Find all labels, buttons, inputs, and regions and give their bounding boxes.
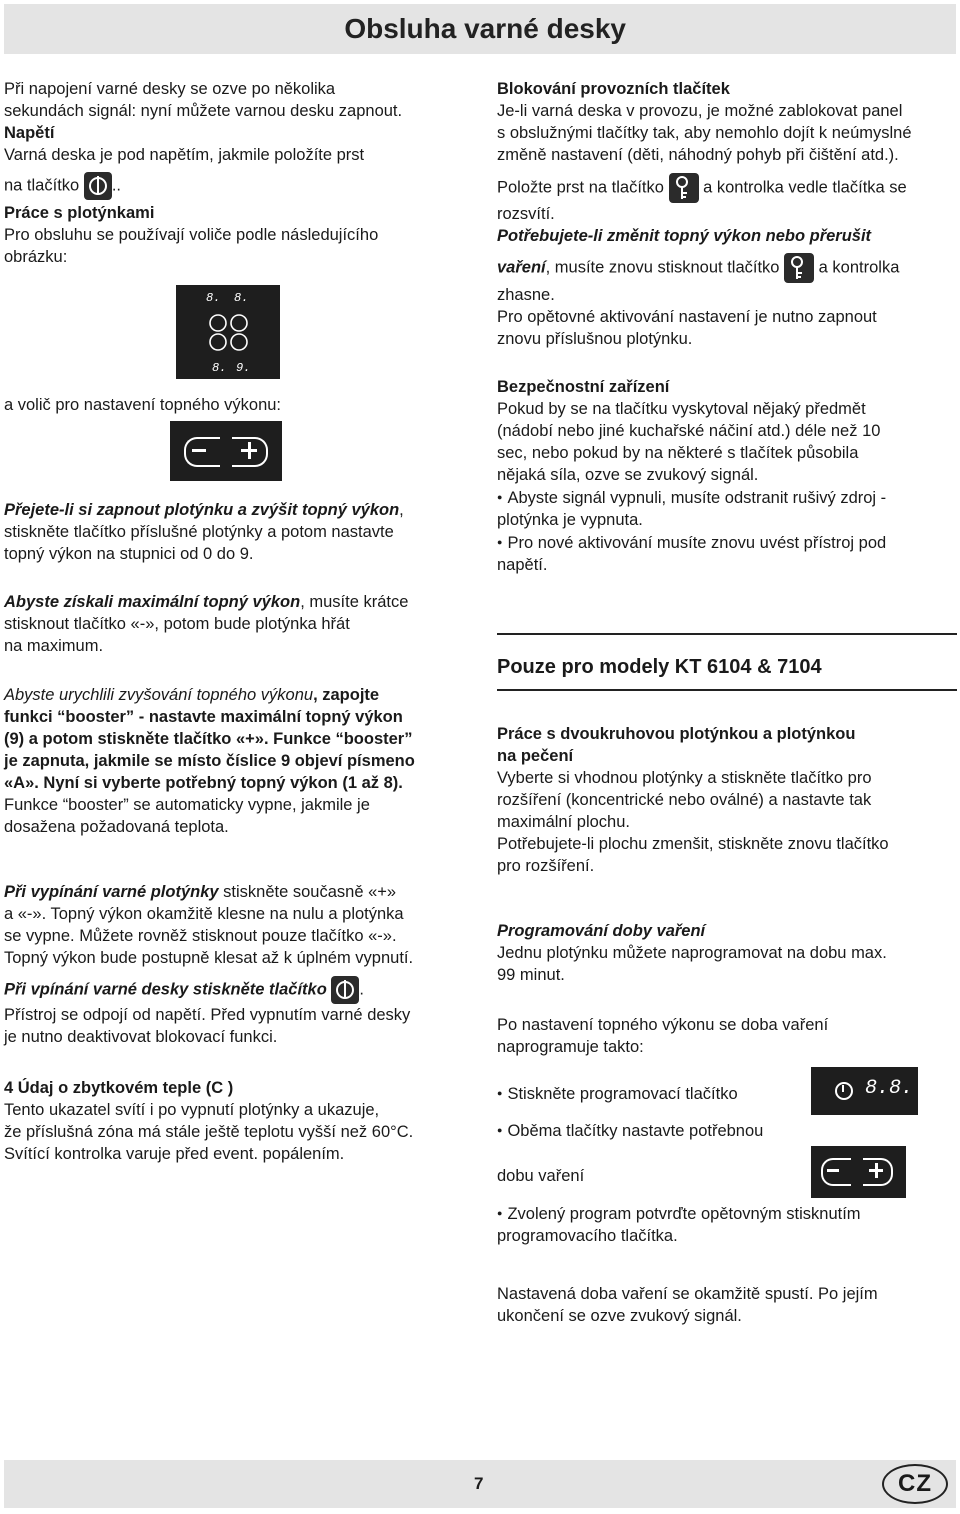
timer-display-panel	[811, 1067, 918, 1115]
poloz-line2: rozsvítí.	[497, 205, 555, 223]
power-icon	[331, 976, 359, 1004]
bezp-heading: Bezpečnostní zařízení	[497, 378, 670, 396]
teplo-line: Svítící kontrolka varuje před event. popálením.	[4, 1145, 345, 1163]
page-footer	[4, 1460, 956, 1508]
teplo-heading: 4 Údaj o zbytkovém teple (C )	[4, 1079, 234, 1097]
blok-line: změně nastavení (děti, náhodný pohyb při čištění atd.).	[497, 146, 899, 164]
vpin-end: .	[359, 980, 364, 999]
zapnout-rest: ,	[399, 501, 404, 519]
timer-icon	[835, 1082, 853, 1100]
minus-button-shape	[821, 1158, 851, 1186]
blok-line: Je-li varná deska v provozu, je možné zablokovat panel	[497, 102, 903, 120]
booster-line: dosažena požadovaná teplota.	[4, 818, 229, 836]
key-icon	[784, 253, 814, 283]
cooktop-control-panel	[176, 285, 280, 379]
bezp-bullet: ● Abyste signál vypnuli, musíte odstranit rušivý zdroj -	[497, 486, 957, 509]
prace-section	[4, 202, 378, 268]
bezp-line: Pokud by se na tlačítku vyskytoval nějaký předmět	[497, 400, 866, 418]
blokovani-section	[497, 78, 957, 166]
po-nastaveni	[497, 1014, 957, 1058]
booster-lead: Abyste urychlili zvyšování topného výkonu	[4, 686, 314, 704]
plus-button-shape	[863, 1158, 893, 1186]
booster-bold: (9) a potom stiskněte tlačítko «+». Funkce “booster”	[4, 730, 413, 748]
vyp-rest: stiskněte současně «+»	[218, 883, 397, 901]
vyp-line: se vypne. Můžete rovněž stisknout pouze tlačítko «-».	[4, 927, 397, 945]
section-divider	[497, 689, 957, 691]
varen-lead: vaření	[497, 258, 546, 277]
bezp-line: nějaká síla, ozve se zvukový signál.	[497, 466, 759, 484]
step-3	[497, 1202, 957, 1247]
rozsviti	[497, 203, 957, 247]
plus-icon-vertical	[248, 442, 251, 459]
potreb-lead: Potřebujete-li změnit topný výkon nebo přerušit	[497, 227, 872, 245]
booster-bold: , zapojte	[313, 686, 380, 704]
key-icon	[669, 173, 699, 203]
programovani-section	[497, 920, 957, 986]
step-text: programovacího tlačítka.	[497, 1227, 678, 1245]
bezp-line: sec, nebo pokud by na některé s tlačítek působila	[497, 444, 859, 462]
opet-line: znovu příslušnou plotýnku.	[497, 330, 693, 348]
dvou-line: rozšíření (koncentrické nebo oválné) a nastavte tak	[497, 791, 872, 809]
bezp-bullet: ● Pro nové aktivování musíte znovu uvést přístroj pod	[497, 531, 957, 554]
vyp-lead: Při vypínání varné plotýnky	[4, 883, 219, 901]
max-rest: , musíte krátce	[300, 593, 409, 611]
max-line: stisknout tlačítko «-», potom bude plotýnka hřát	[4, 615, 350, 633]
dvou-line: Potřebujete-li plochu zmenšit, stiskněte znovu tlačítko	[497, 835, 889, 853]
varen-rest: a kontrolka	[818, 258, 900, 277]
max-paragraph	[4, 591, 460, 657]
opet-section	[497, 284, 957, 350]
final-line: Nastavená doba vaření se okamžitě spustí. Po jejím	[497, 1285, 878, 1303]
poloz-text: a kontrolka vedle tlačítka se	[703, 178, 907, 197]
bezp-bullet-cont: napětí.	[497, 556, 548, 574]
bezp-line: (nádobí nebo jiné kuchařské náčiní atd.) déle než 10	[497, 422, 881, 440]
step-2	[497, 1119, 797, 1142]
step-text: dobu vaření	[497, 1167, 585, 1185]
final-line: ukončení se ozve zvukový signál.	[497, 1307, 742, 1325]
bezp-bullet-cont: plotýnka je vypnuta.	[497, 511, 643, 529]
prace-heading: Práce s plotýnkami	[4, 204, 155, 222]
volic-line: a volič pro nastavení topného výkonu:	[4, 396, 282, 414]
bezpecnost-section	[497, 376, 957, 576]
language-badge: CZ	[882, 1464, 948, 1504]
prog-line: Jednu plotýnku můžete naprogramovat na dobu max.	[497, 944, 887, 962]
dvou-line: Vyberte si vhodnou plotýnky a stiskněte tlačítko pro	[497, 769, 872, 787]
minus-button-shape	[184, 437, 220, 467]
dvou-heading: Práce s dvoukruhovou plotýnkou a plotýnkou	[497, 725, 856, 743]
step-1	[497, 1082, 797, 1105]
timer-selector-panel	[811, 1146, 906, 1198]
step-text: ● Oběma tlačítky nastavte potřebnou	[497, 1119, 797, 1142]
timer-icon-hand	[842, 1085, 844, 1092]
teplo-section	[4, 1077, 460, 1165]
final-paragraph	[497, 1283, 957, 1327]
poloz-text: Položte prst na tlačítko	[497, 178, 664, 197]
zapnout-line: stiskněte tlačítko příslušné plotýnky a potom nastavte	[4, 523, 394, 541]
plus-icon-vertical	[875, 1163, 878, 1178]
dvou-heading: na pečení	[497, 747, 574, 765]
zapnout-paragraph	[4, 499, 460, 565]
page-header	[4, 4, 956, 54]
zone-digit: 8.	[212, 361, 227, 375]
vyp-line: a «-». Topný výkon okamžitě klesne na nulu a plotýnka	[4, 905, 404, 923]
max-lead: Abyste získali maximální topný výkon	[4, 593, 301, 611]
teplo-line: Tento ukazatel svítí i po vypnutí plotýnky a ukazuje,	[4, 1101, 380, 1119]
vypinani-paragraph	[4, 881, 460, 969]
teplo-line: že příslušná zóna má stále ještě teplotu vyšší než 60°C.	[4, 1123, 414, 1141]
zapnout-line: topný výkon na stupnici od 0 do 9.	[4, 545, 254, 563]
vpin-lead: Při vpínání varné desky stiskněte tlačítko	[4, 980, 327, 999]
step-text: ● Stiskněte programovací tlačítko	[497, 1082, 797, 1105]
zone-digit: 8.	[234, 291, 249, 305]
intro-line: sekundách signál: nyní můžete varnou desku zapnout.	[4, 102, 403, 120]
step-text: ● Zvolený program potvrďte opětovným stisknutím	[497, 1202, 957, 1225]
prog-line: 99 minut.	[497, 966, 565, 984]
zone-digit: 9.	[236, 361, 251, 375]
poloz-line	[497, 173, 957, 203]
step-2-cont	[497, 1165, 797, 1187]
power-selector-panel	[170, 421, 282, 481]
timer-digits: 8.8.	[865, 1077, 914, 1100]
intro-text	[4, 78, 402, 166]
varen-line	[497, 253, 957, 283]
dvoukruh-section	[497, 723, 957, 877]
minus-icon	[192, 449, 206, 452]
page-title: Obsluha varné desky	[344, 13, 626, 44]
booster-paragraph	[4, 684, 460, 838]
intro-line: Při napojení varné desky se ozve po několika	[4, 80, 336, 98]
vpin-line: Přístroj se odpojí od napětí. Před vypnutím varné desky	[4, 1006, 411, 1024]
po-line: Po nastavení topného výkonu se doba vaření	[497, 1016, 829, 1034]
vpinani-paragraph	[4, 976, 460, 1048]
prace-line: Pro obsluhu se používají voliče podle následujícího	[4, 226, 379, 244]
section-divider	[497, 633, 957, 635]
booster-bold: je zapnuta, jakmile se místo číslice 9 objeví písmeno	[4, 752, 415, 770]
models-heading: Pouze pro modely KT 6104 & 7104	[497, 656, 822, 678]
prog-heading: Programování doby vaření	[497, 922, 706, 940]
power-icon	[84, 172, 112, 200]
napeti-line: na tlačítko	[4, 176, 80, 195]
booster-line: Funkce “booster” se automaticky vypne, jakmile je	[4, 796, 370, 814]
napeti-line-end: ..	[111, 176, 121, 195]
dvou-line: pro rozšíření.	[497, 857, 595, 875]
zapnout-lead: Přejete-li si zapnout plotýnku a zvýšit topný výkon	[4, 501, 400, 519]
napeti-line: Varná deska je pod napětím, jakmile položíte prst	[4, 146, 365, 164]
zhasne-line: zhasne.	[497, 286, 555, 304]
napeti-heading: Napětí	[4, 124, 55, 142]
booster-bold: «A». Nyní si vyberte potřebný topný výkon (1 až 8).	[4, 774, 403, 792]
vyp-line: Topný výkon bude postupně klesat až k úplném vypnutí.	[4, 949, 414, 967]
napeti-line-with-icon	[4, 172, 460, 200]
cooktop-layout-icon	[176, 285, 280, 379]
blokovani-heading: Blokování provozních tlačítek	[497, 80, 730, 98]
varen-rest: , musíte znovu stisknout tlačítko	[545, 258, 780, 277]
volic-text	[4, 394, 281, 416]
booster-bold: funkci “booster” - nastavte maximální topný výkon	[4, 708, 403, 726]
po-line: naprogramuje takto:	[497, 1038, 644, 1056]
prace-line: obrázku:	[4, 248, 68, 266]
dvou-line: maximální plochu.	[497, 813, 630, 831]
page-number: 7	[474, 1474, 484, 1493]
minus-icon	[827, 1169, 839, 1172]
zone-digit: 8.	[206, 291, 221, 305]
opet-line: Pro opětovné aktivování nastavení je nutno zapnout	[497, 308, 877, 326]
max-line: na maximum.	[4, 637, 104, 655]
blok-line: s obslužnými tlačítky tak, aby nemohlo dojít k neúmyslné	[497, 124, 912, 142]
vpin-line: je nutno deaktivovat blokovací funkci.	[4, 1028, 278, 1046]
